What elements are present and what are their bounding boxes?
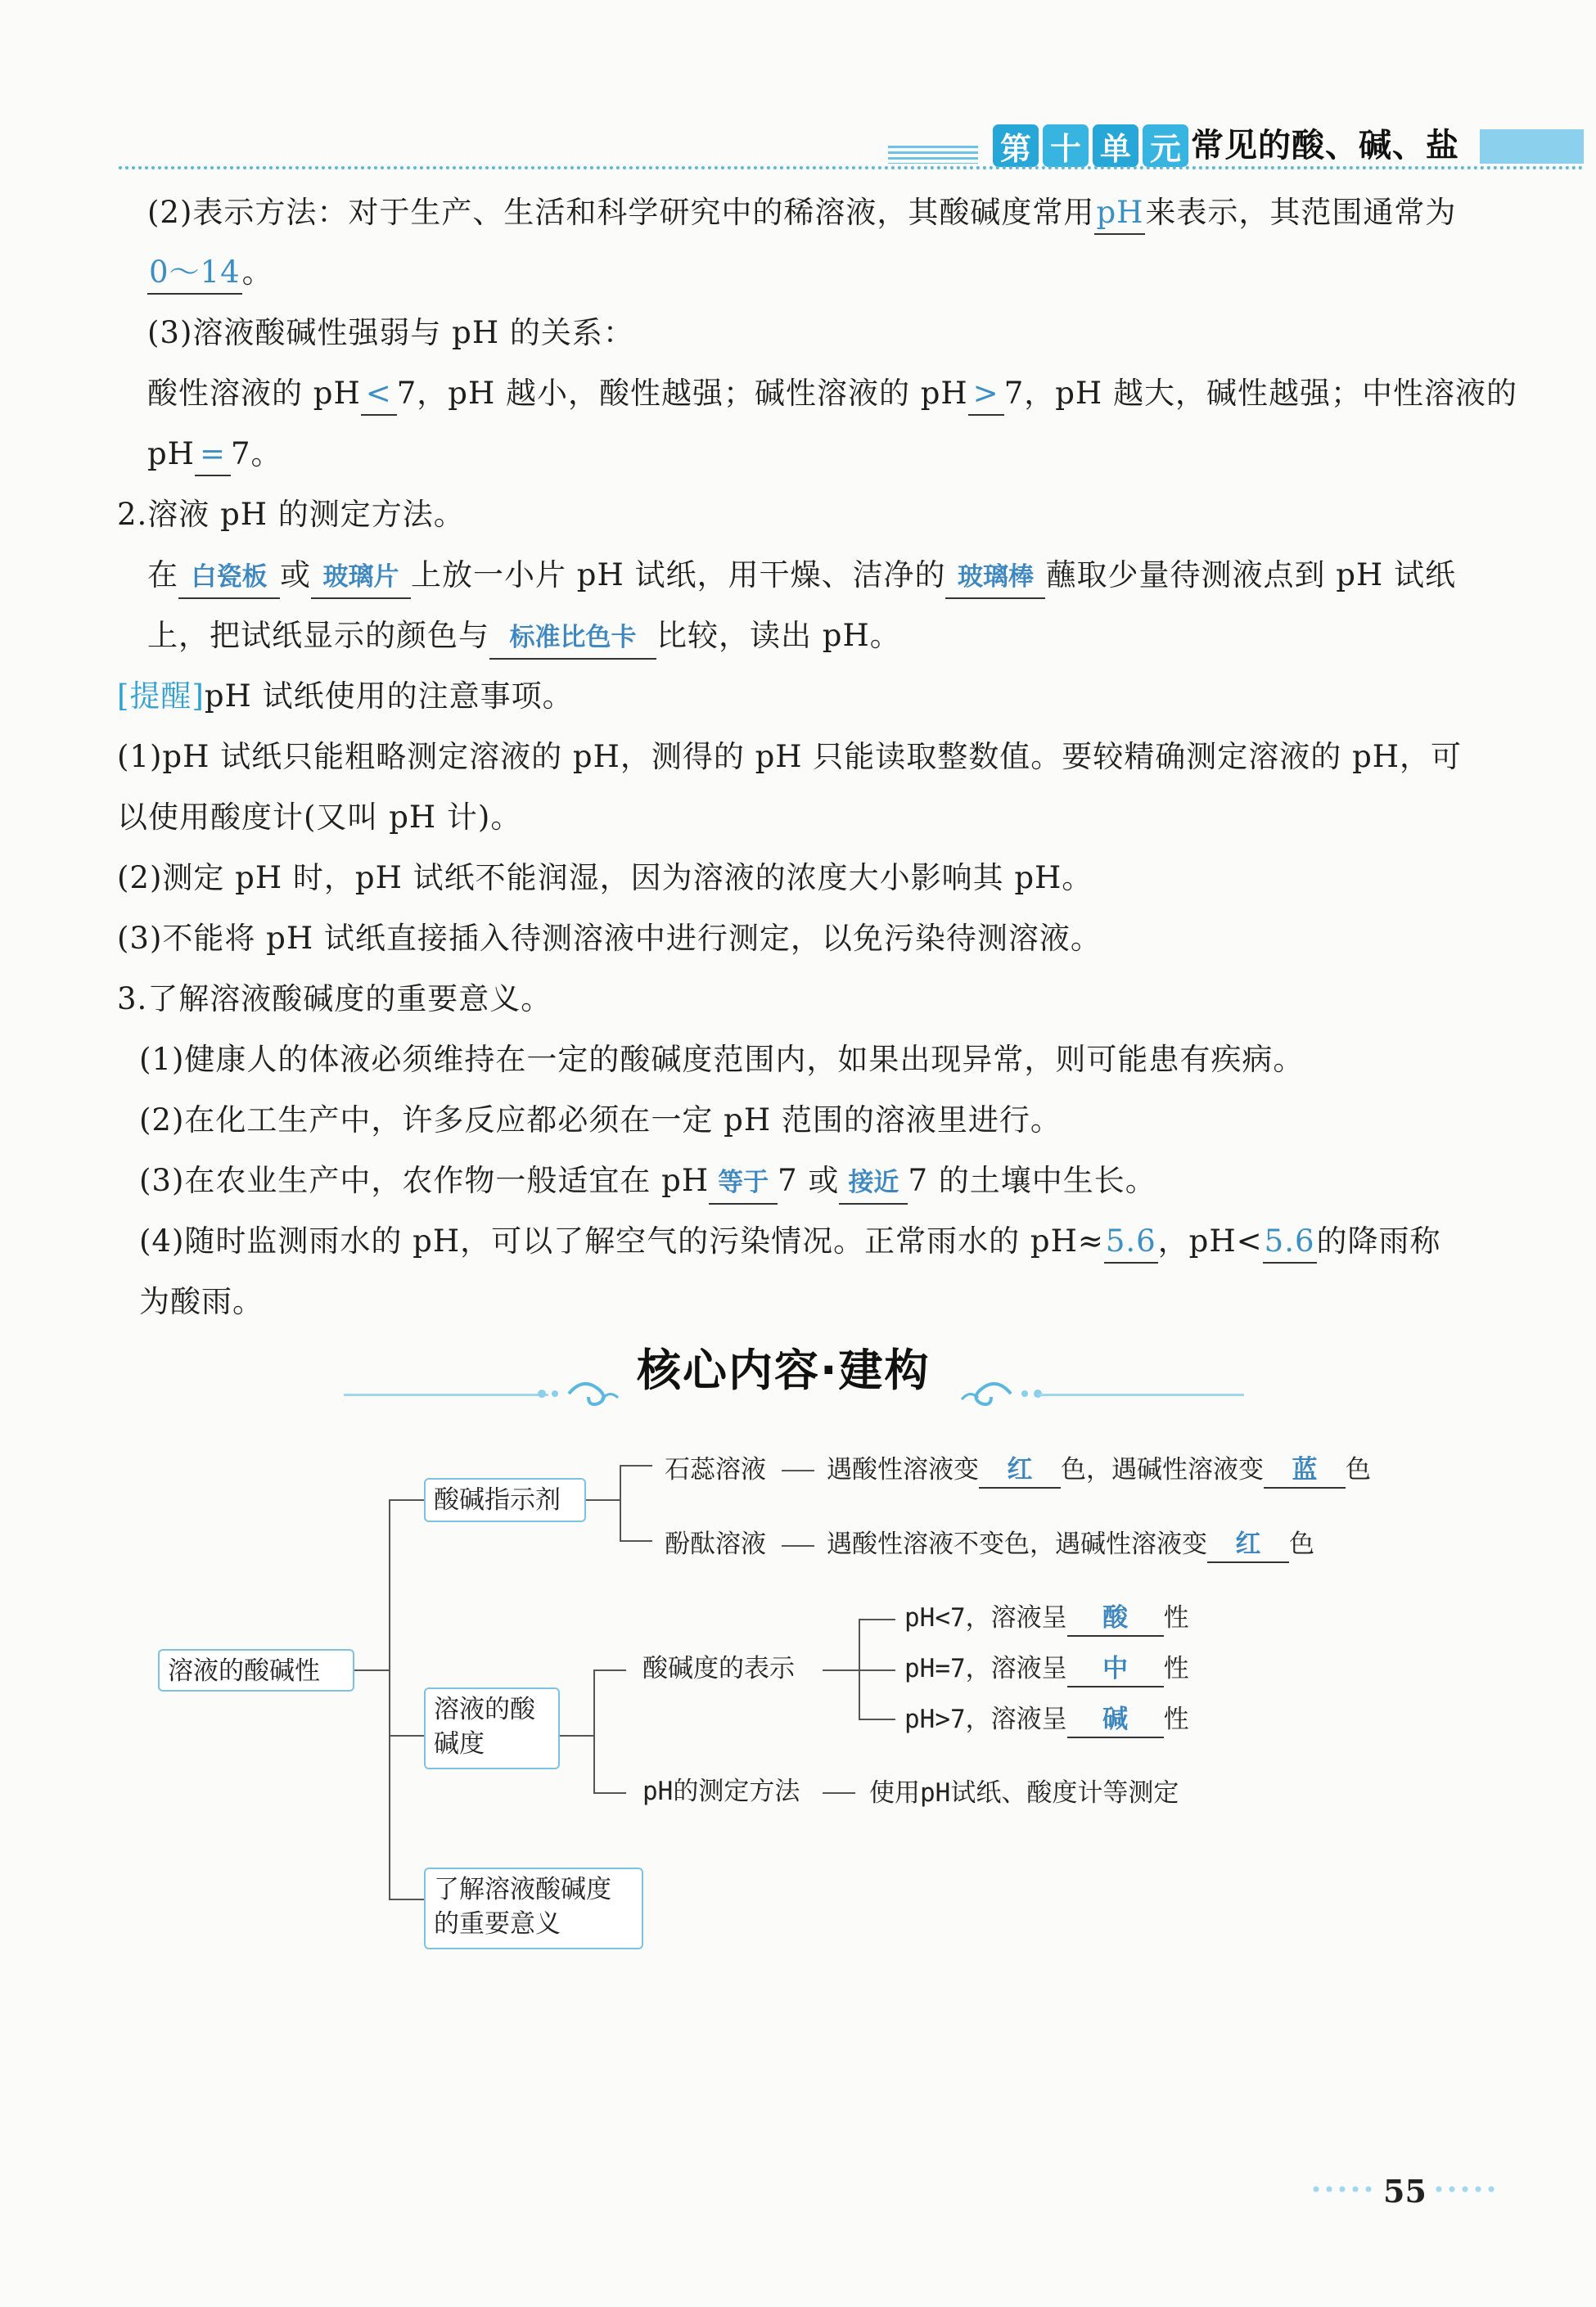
connector [782, 1470, 814, 1471]
ph-basic-row [904, 1702, 1189, 1738]
text: 在 [147, 557, 178, 593]
connector [389, 1499, 390, 1900]
page-number: 55 [1383, 2173, 1427, 2210]
tip-label: [提醒] [117, 678, 205, 714]
connector [823, 1792, 855, 1794]
answer-blank: 红 [1207, 1527, 1289, 1563]
mindmap-node-measure: pH的测定方法 [642, 1777, 800, 1806]
text: (4)随时监测雨水的 pH，可以了解空气的污染情况。正常雨水的 pH≈ [139, 1223, 1104, 1259]
text: 。 [241, 255, 273, 290]
connector [593, 1669, 626, 1671]
text-line: 为酸雨。 [139, 1284, 264, 1319]
text: pH=7，溶液呈 [904, 1654, 1067, 1683]
text: 酸性溶液的 pH [147, 376, 361, 411]
unit-badge [993, 124, 1188, 167]
text-line [147, 192, 1456, 235]
text-line [147, 373, 1517, 416]
text-line [139, 1221, 1441, 1264]
node-label: 了解溶液酸碱度 [434, 1875, 611, 1904]
connector [593, 1792, 626, 1794]
connector [354, 1669, 390, 1671]
text: 比较，读出 pH。 [656, 618, 901, 653]
mindmap-leaf-litmus: 石蕊溶液 [665, 1455, 766, 1485]
ph-neutral-row [904, 1651, 1189, 1687]
text: pH>7，溶液呈 [904, 1705, 1067, 1734]
connector [586, 1499, 620, 1501]
unit-char: 单 [1093, 124, 1138, 167]
text: 7 的土壤中生长。 [908, 1163, 1156, 1198]
text: 7，pH 越大，碱性越强；中性溶液的 [1003, 376, 1517, 411]
text-line: (3)不能将 pH 试纸直接插入待测溶液中进行测定，以免污染待测溶液。 [117, 921, 1102, 956]
unit-char: 元 [1143, 124, 1188, 167]
text-line [147, 555, 1456, 599]
answer-blank: 接近 [839, 1162, 908, 1205]
answer-blank: 标准比色卡 [489, 617, 656, 660]
connector [782, 1545, 814, 1547]
answer-blank: 蓝 [1264, 1453, 1346, 1489]
connector [389, 1735, 425, 1737]
answer-blank: 玻璃片 [311, 556, 411, 599]
connector [859, 1719, 895, 1720]
answer-blank: 0～14 [147, 252, 242, 295]
text: 来表示，其范围通常为 [1145, 195, 1457, 230]
connector [823, 1669, 859, 1671]
text-line [147, 252, 273, 295]
text: (3)在农业生产中，农作物一般适宜在 pH [139, 1163, 710, 1198]
text-line [147, 615, 901, 660]
connector [620, 1465, 621, 1542]
connector [620, 1540, 652, 1542]
connector [389, 1499, 425, 1501]
text: 7，pH 越小，酸性越强；碱性溶液的 pH [396, 376, 968, 411]
ph-acidic-row [904, 1601, 1189, 1637]
unit-char: 第 [993, 124, 1039, 167]
unit-char: 十 [1043, 124, 1089, 167]
header-accent-bar [1480, 129, 1584, 164]
chapter-title: 常见的酸、碱、盐 [1191, 127, 1459, 164]
text-line: (2)测定 pH 时，pH 试纸不能润湿，因为溶液的浓度大小影响其 pH。 [117, 860, 1093, 895]
page-number-decoration [1432, 2183, 1498, 2196]
text: pH<7，溶液呈 [904, 1603, 1067, 1633]
scroll-ornament-icon [532, 1375, 622, 1413]
connector [560, 1735, 594, 1737]
text: pH [147, 436, 195, 471]
connector [620, 1465, 652, 1467]
mindmap-leaf-phenolphthalein: 酚酞溶液 [665, 1530, 766, 1559]
answer-blank: 碱 [1067, 1702, 1164, 1738]
header-divider [119, 166, 1584, 169]
answer-blank: 玻璃棒 [945, 556, 1045, 599]
answer-blank: 等于 [709, 1162, 778, 1205]
answer-blank: 白瓷板 [178, 556, 280, 599]
text: 性 [1163, 1603, 1189, 1633]
text: 上，把试纸显示的颜色与 [147, 618, 489, 653]
text: 遇酸性溶液不变色，遇碱性溶液变 [827, 1530, 1207, 1559]
text: 遇酸性溶液变 [827, 1455, 979, 1485]
header-decoration-stripes [888, 146, 978, 164]
text: pH 试纸使用的注意事项。 [204, 678, 574, 714]
text: 上放一小片 pH 试纸，用干燥、洁净的 [411, 557, 946, 593]
text-line: (1)pH 试纸只能粗略测定溶液的 pH，测得的 pH 只能读取整数值。要较精确测定溶液的 pH，可 [117, 739, 1463, 774]
text: 7 或 [778, 1163, 840, 1198]
section-heading: 2.溶液 pH 的测定方法。 [117, 497, 465, 532]
section-title: 核心内容·建构 [637, 1345, 931, 1396]
connector [859, 1619, 895, 1620]
litmus-description [827, 1453, 1371, 1489]
section-heading: 3.了解溶液酸碱度的重要意义。 [117, 981, 552, 1016]
page-number-decoration [1310, 2183, 1375, 2196]
answer-blank: < [361, 373, 397, 416]
text: ，pH< [1157, 1223, 1263, 1259]
node-label: 碱度 [434, 1729, 485, 1759]
text: 的降雨称 [1316, 1223, 1441, 1259]
text-line: (3)溶液酸碱性强弱与 pH 的关系： [147, 315, 634, 350]
text-line [117, 676, 574, 717]
connector [859, 1669, 895, 1671]
scroll-ornament-icon [958, 1375, 1048, 1413]
answer-blank: 中 [1067, 1651, 1164, 1687]
banner-line-right [1039, 1394, 1244, 1396]
answer-blank: pH [1094, 192, 1145, 235]
text: 性 [1163, 1654, 1189, 1683]
answer-blank: 酸 [1067, 1601, 1164, 1637]
answer-blank: 5.6 [1263, 1221, 1317, 1264]
text: 色 [1289, 1530, 1314, 1559]
node-label: 溶液的酸 [434, 1695, 535, 1724]
phenolphthalein-description [827, 1527, 1314, 1563]
text: 或 [280, 557, 311, 593]
banner-line-left [344, 1394, 548, 1396]
text-line [139, 1160, 1156, 1205]
text: 蘸取少量待测液点到 pH 试纸 [1045, 557, 1456, 593]
text: 性 [1163, 1705, 1189, 1734]
text: 色，遇碱性溶液变 [1061, 1455, 1264, 1485]
mindmap-node-express: 酸碱度的表示 [642, 1654, 795, 1683]
text-line: (2)在化工生产中，许多反应都必须在一定 pH 范围的溶液里进行。 [139, 1102, 1062, 1138]
text: (2)表示方法：对于生产、生活和科学研究中的稀溶液，其酸碱度常用 [147, 195, 1095, 230]
connector [593, 1669, 595, 1794]
text: 7。 [230, 436, 282, 471]
measure-description: 使用pH试纸、酸度计等测定 [869, 1778, 1179, 1808]
mindmap-root: 溶液的酸碱性 [158, 1649, 354, 1692]
mindmap-node-degree [424, 1687, 560, 1769]
answer-blank: 5.6 [1104, 1221, 1158, 1264]
text: 色 [1346, 1455, 1371, 1485]
answer-blank: 红 [979, 1453, 1061, 1489]
answer-blank: > [968, 373, 1004, 416]
mindmap-node-meaning [424, 1868, 643, 1949]
answer-blank: = [195, 434, 231, 476]
text-line [147, 434, 282, 476]
connector [389, 1899, 425, 1900]
node-label: 的重要意义 [434, 1909, 561, 1939]
text-line: (1)健康人的体液必须维持在一定的酸碱度范围内，如果出现异常，则可能患有疾病。 [139, 1042, 1305, 1077]
text-line: 以使用酸度计(又叫 pH 计)。 [117, 800, 522, 835]
mindmap-node-indicator: 酸碱指示剂 [424, 1478, 586, 1522]
